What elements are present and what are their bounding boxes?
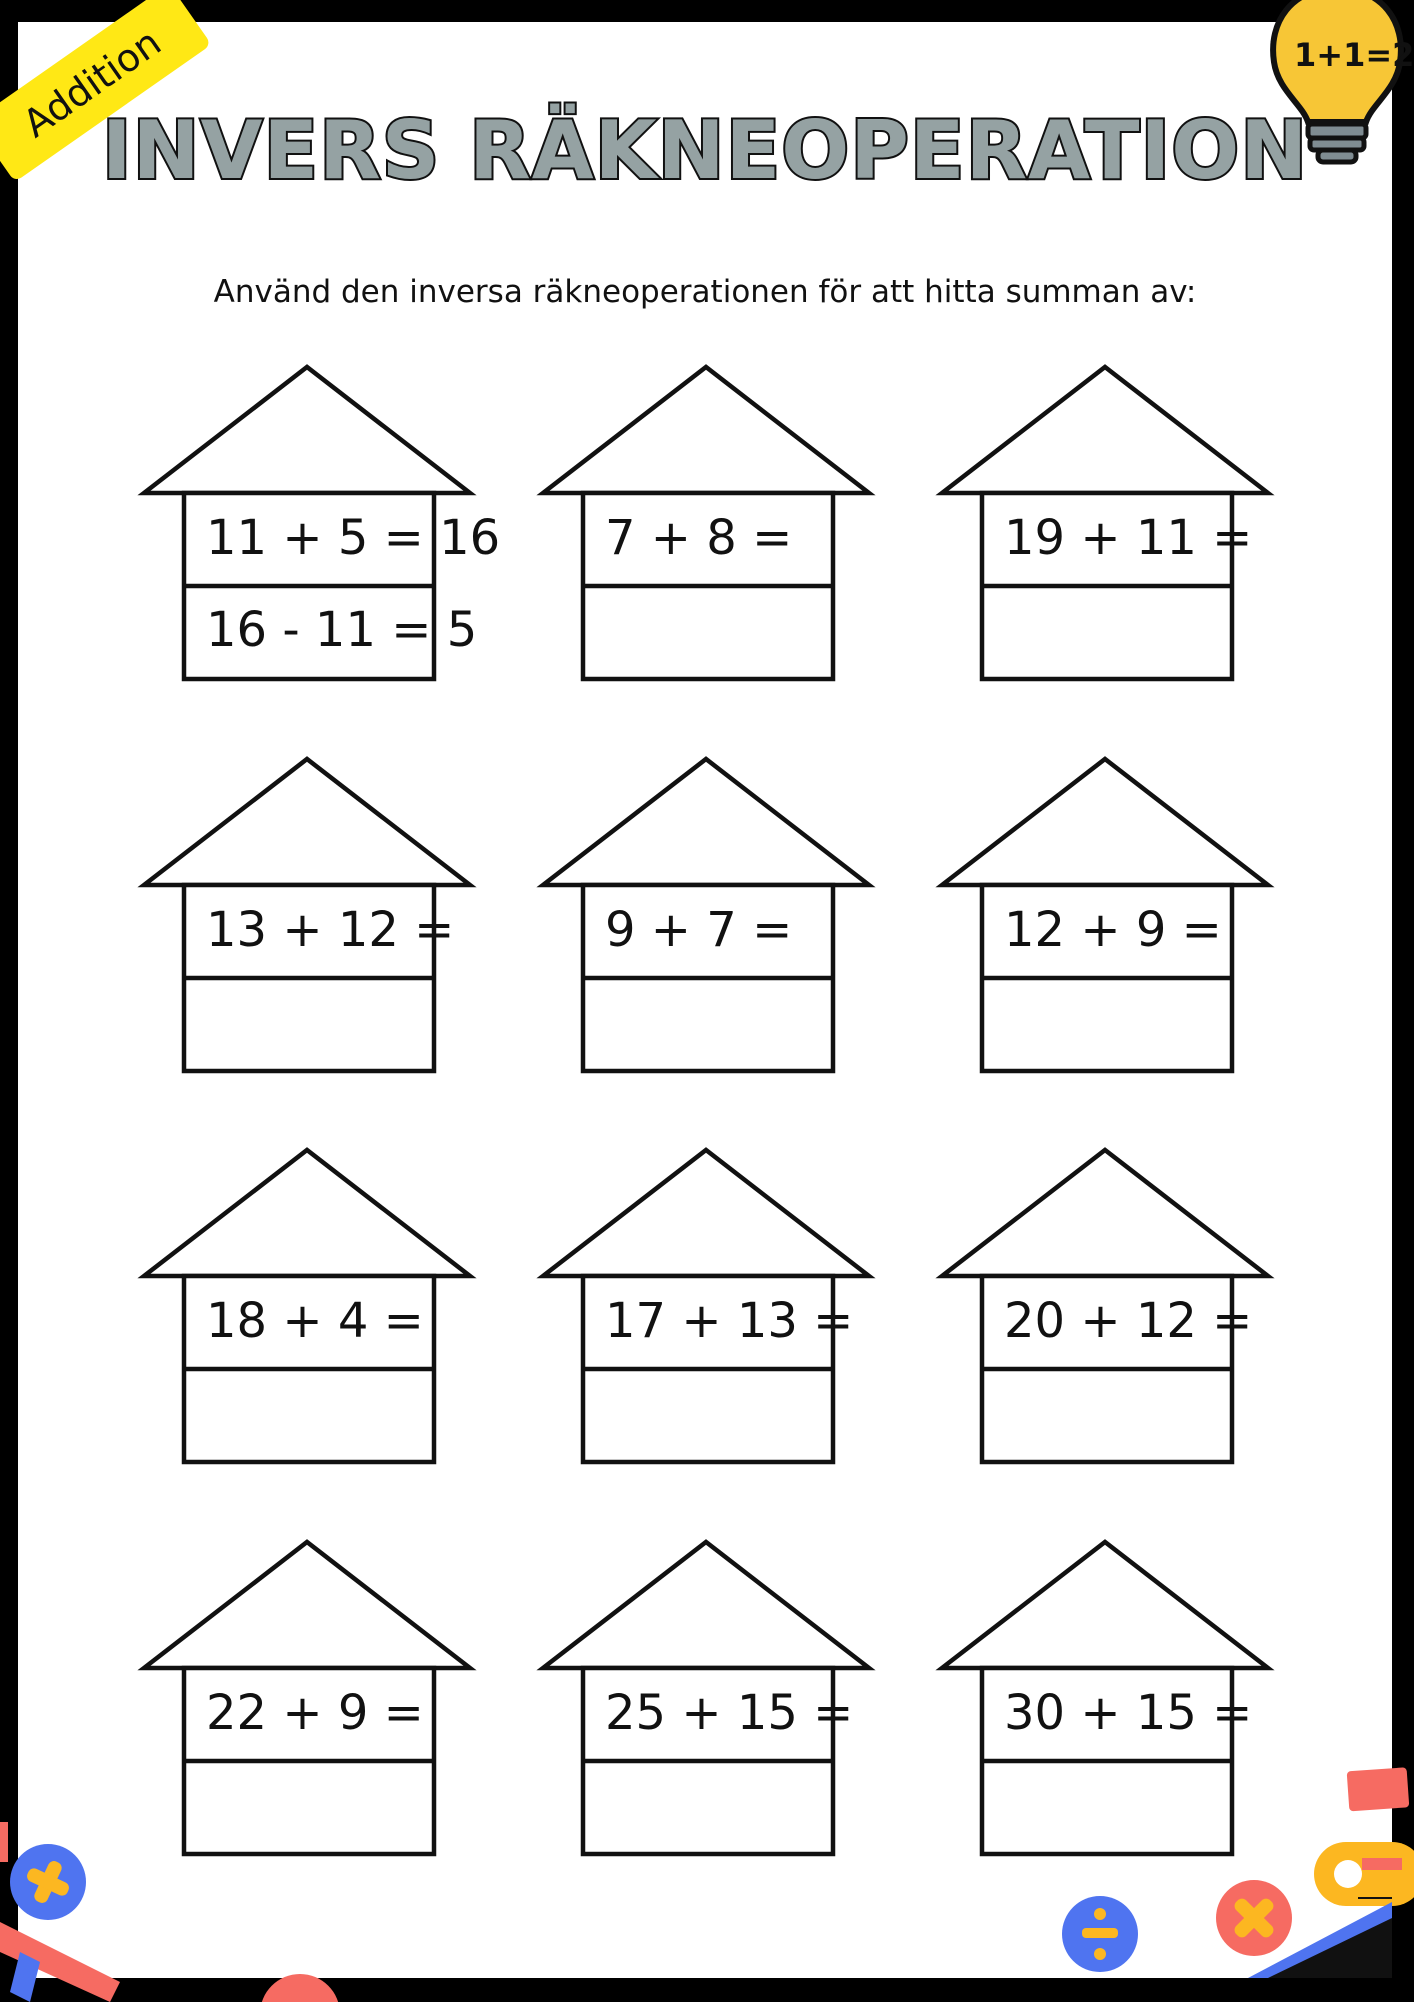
equation-text: 22 + 9 = [206,1685,424,1741]
equation-text: 17 + 13 = [605,1293,854,1349]
house-11 [541,1540,871,1860]
times-circle-icon [1214,1878,1294,1958]
inverse-answer-box[interactable]: 16 - 11 = 5 [206,602,478,658]
house-2 [541,365,871,685]
equation-text: 11 + 5 = 16 [206,510,501,566]
equation-text: 9 + 7 = [605,902,793,958]
house-3 [940,365,1270,685]
house-7 [142,1148,472,1468]
equation-text: 30 + 15 = [1004,1685,1253,1741]
worksheet-page [15,19,1414,1978]
equation-text: 20 + 12 = [1004,1293,1253,1349]
equation-text: 7 + 8 = [605,510,793,566]
house-6 [940,757,1270,1077]
house-5 [541,757,871,1077]
house-9 [940,1148,1270,1468]
bulb-text: 1+1=2 [1294,36,1414,74]
equation-text: 13 + 12 = [206,902,455,958]
decor-bottom-right [1018,1742,1392,1978]
addition-tag-label: Addition [15,19,169,147]
equation-text: 12 + 9 = [1004,902,1222,958]
instruction-text: Använd den inversa räkneoperationen för att hitta summan av: [213,274,1197,310]
plus-circle-icon [8,1842,88,1922]
equation-text: 18 + 4 = [206,1293,424,1349]
equation-text: 19 + 11 = [1004,510,1253,566]
house-4 [142,757,472,1077]
house-8 [541,1148,871,1468]
page-title: INVERS RÄKNEOPERATION [101,104,1309,197]
house-1 [142,365,501,685]
equation-text: 25 + 15 = [605,1685,854,1741]
